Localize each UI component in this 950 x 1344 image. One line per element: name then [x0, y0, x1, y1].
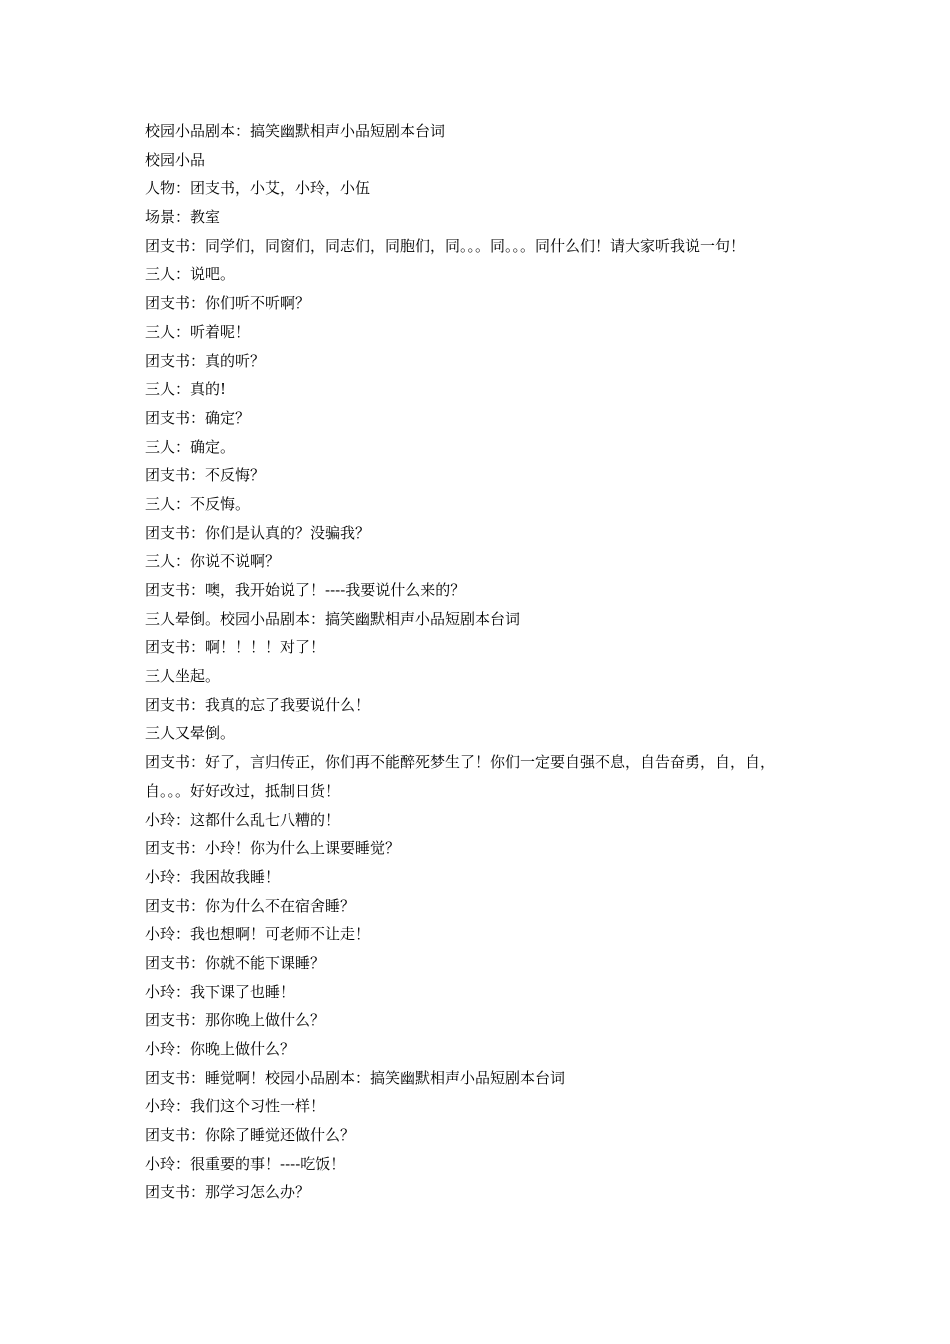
- dialogue-line: 三人：你说不说啊？: [145, 552, 281, 571]
- dialogue-line: 团支书：你除了睡觉还做什么？: [145, 1126, 356, 1145]
- scene-line: 场景：教室: [145, 208, 221, 227]
- dialogue-line: 三人：说吧。: [145, 265, 236, 284]
- characters-line: 人物：团支书，小艾，小玲，小伍: [145, 179, 371, 198]
- dialogue-line: 团支书：啊！！！！对了！: [145, 638, 326, 657]
- dialogue-line: 小玲：我们这个习性一样！: [145, 1097, 326, 1116]
- dialogue-line: 团支书：真的听？: [145, 351, 266, 370]
- dialogue-line: 小玲：我也想啊！可老师不让走！: [145, 925, 371, 944]
- dialogue-line: 团支书：睡觉啊！校园小品剧本：搞笑幽默相声小品短剧本台词: [145, 1068, 566, 1087]
- dialogue-line: 团支书：那学习怎么办？: [145, 1183, 311, 1202]
- dialogue-line: 三人：不反悔。: [145, 494, 251, 513]
- stage-direction-line: 三人晕倒。校园小品剧本：搞笑幽默相声小品短剧本台词: [145, 609, 521, 628]
- dialogue-line: 团支书：你们听不听啊？: [145, 294, 311, 313]
- dialogue-line: 三人：确定。: [145, 437, 236, 456]
- subtitle-line: 校园小品: [145, 150, 206, 169]
- dialogue-line: 团支书：噢，我开始说了！----我要说什么来的？: [145, 581, 466, 599]
- dialogue-line: 三人：真的!: [145, 380, 227, 399]
- dialogue-line: 小玲：这都什么乱七八糟的！: [145, 810, 341, 829]
- dialogue-line: 团支书：好了，言归传正，你们再不能醉死梦生了！你们一定要自强不息，自告奋勇，自，自，: [145, 753, 776, 772]
- dialogue-line: 三人：听着呢！: [145, 322, 251, 341]
- dialogue-line: 小玲：你晚上做什么？: [145, 1040, 296, 1058]
- title-line: 校园小品剧本：搞笑幽默相声小品短剧本台词: [145, 122, 446, 140]
- document-body: [145, 117, 850, 1207]
- dialogue-line: 团支书：小玲！你为什么上课要睡觉？: [145, 839, 401, 858]
- dialogue-line: 自。。。好好改过，抵制日货！: [145, 781, 341, 800]
- dialogue-line: 团支书：确定？: [145, 408, 251, 427]
- dialogue-line: 团支书：你为什么不在宿舍睡？: [145, 896, 356, 915]
- dialogue-line: 小玲：我下课了也睡！: [145, 982, 296, 1001]
- dialogue-line: 团支书：你们是认真的？没骗我？: [145, 523, 371, 542]
- stage-direction-line: 三人又晕倒。: [145, 724, 236, 743]
- stage-direction-line: 三人坐起。: [145, 667, 221, 686]
- dialogue-line: 小玲：很重要的事！----吃饭！: [145, 1154, 346, 1173]
- dialogue-line: 团支书：那你晚上做什么？: [145, 1011, 326, 1030]
- dialogue-line: 团支书：不反悔？: [145, 466, 266, 485]
- dialogue-line: 团支书：你就不能下课睡？: [145, 953, 326, 972]
- dialogue-line: 团支书：同学们，同窗们，同志们，同胞们，同。。。同。。。同什么们！请大家听我说一句！: [145, 236, 746, 255]
- dialogue-line: 小玲：我困故我睡！: [145, 867, 281, 886]
- dialogue-line: 团支书：我真的忘了我要说什么！: [145, 695, 371, 714]
